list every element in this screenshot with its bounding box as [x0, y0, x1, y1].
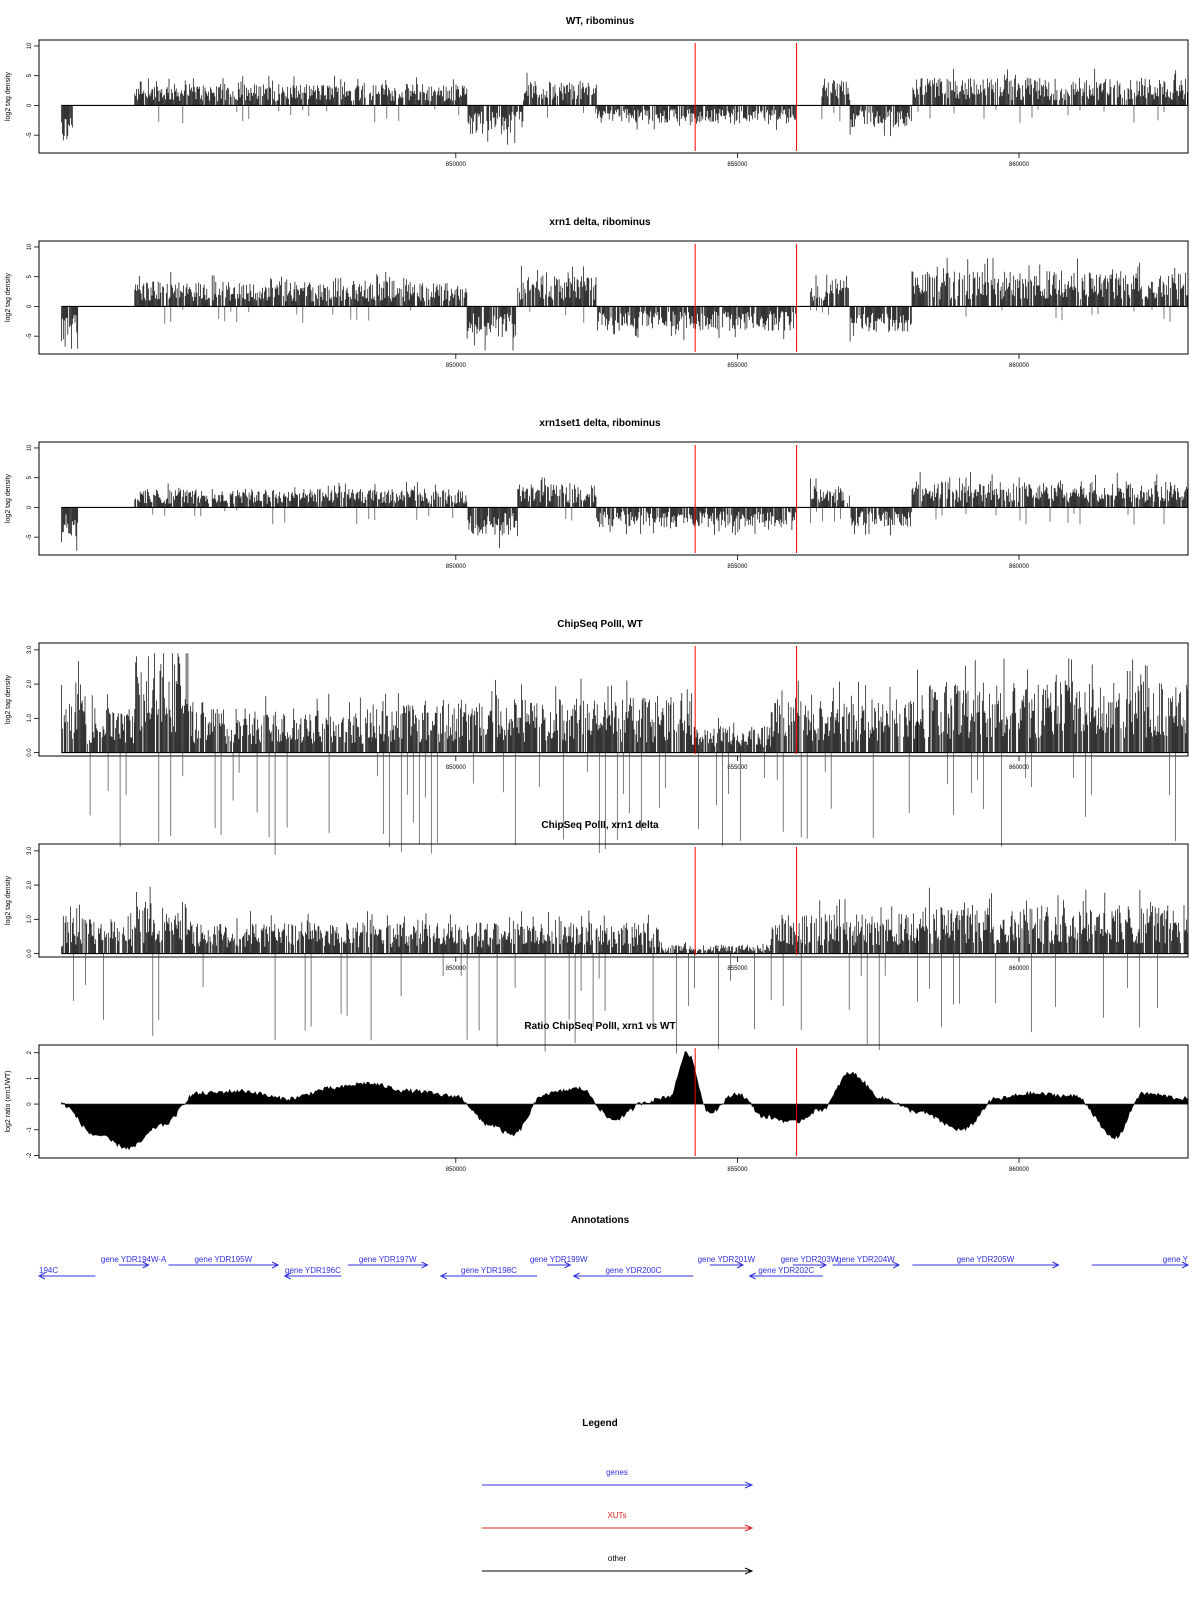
gene-feature — [348, 1255, 428, 1268]
track-panel-2 — [5, 217, 1188, 369]
gene-label: gene YDR194W-A — [100, 1255, 167, 1264]
y-tick-label: 0.0 — [27, 748, 33, 757]
legend-item — [482, 1468, 752, 1488]
gene-feature — [574, 1266, 694, 1279]
track-panel-3 — [5, 418, 1188, 570]
y-axis-label: log2 tag density — [5, 272, 12, 323]
signal-bars — [62, 472, 1188, 551]
y-tick-label: -5 — [27, 534, 33, 540]
y-tick-label: -5 — [27, 333, 33, 339]
gene-feature — [750, 1266, 823, 1279]
gene-feature — [285, 1266, 341, 1279]
gene-feature — [912, 1255, 1058, 1268]
legend-label: genes — [606, 1468, 628, 1477]
opposite-strand-bars — [153, 507, 1164, 524]
gene-label: gene YDR198C — [461, 1266, 517, 1275]
y-tick-label: 3.0 — [27, 645, 33, 655]
y-axis-label: log2 tag density — [5, 473, 12, 524]
x-tick-label: 855000 — [727, 162, 748, 168]
panel-title: ChipSeq PolII, xrn1 delta — [541, 820, 659, 831]
gene-feature — [39, 1266, 95, 1279]
y-axis-label: log2 tag density — [5, 875, 12, 926]
signal-bars — [62, 653, 1188, 752]
legend — [482, 1418, 752, 1574]
x-tick-label: 860000 — [1009, 765, 1030, 771]
y-tick-label: -5 — [27, 132, 33, 138]
plot-frame — [39, 442, 1188, 555]
x-tick-label: 850000 — [445, 162, 466, 168]
signal-bars — [62, 69, 1188, 145]
x-tick-label: 855000 — [727, 1167, 748, 1173]
y-axis-label: log2 tag density — [5, 674, 12, 725]
y-tick-label: -1 — [27, 1127, 33, 1133]
gene-label: gene YDR200C — [605, 1266, 662, 1275]
y-tick-label: 2.0 — [27, 679, 33, 689]
x-tick-label: 860000 — [1009, 363, 1030, 369]
y-tick-label: 1 — [27, 1076, 33, 1081]
track-panel-1 — [5, 16, 1188, 168]
x-tick-label: 850000 — [445, 564, 466, 570]
x-tick-label: 855000 — [727, 363, 748, 369]
legend-label: XUTs — [607, 1511, 627, 1520]
y-tick-label: 10 — [27, 243, 33, 251]
gene-label: gene YDR203W — [780, 1255, 839, 1264]
y-tick-label: 0 — [27, 505, 33, 510]
gene-label: gene YDR201W — [697, 1255, 756, 1264]
y-axis-label: log2 ratio (xrn1/WT) — [5, 1070, 12, 1133]
panel-title: xrn1set1 delta, ribominus — [539, 418, 661, 429]
panel-title: ChipSeq PolII, WT — [557, 619, 643, 630]
x-tick-label: 850000 — [445, 966, 466, 972]
x-tick-label: 855000 — [727, 564, 748, 570]
legend-label: other — [607, 1554, 627, 1563]
gene-label: gene YDR202C — [758, 1266, 815, 1275]
panel-title: Ratio ChipSeq PolII, xrn1 vs WT — [524, 1021, 676, 1032]
y-axis-label: log2 tag density — [5, 71, 12, 122]
annotations-panel — [39, 1215, 1189, 1279]
y-tick-label: 0 — [27, 1102, 33, 1106]
y-tick-label: 0 — [27, 304, 33, 309]
gene-label: gene YDR204W — [837, 1255, 895, 1264]
track-panel-5 — [5, 820, 1188, 1054]
gene-label: gene YDR195W — [194, 1255, 253, 1264]
x-tick-label: 850000 — [445, 363, 466, 369]
y-tick-label: -2 — [27, 1152, 33, 1159]
y-tick-label: 10 — [27, 42, 33, 50]
data-marks — [62, 1051, 1189, 1149]
ratio-area — [62, 1051, 1189, 1149]
legend-item — [482, 1511, 752, 1531]
opposite-strand-bars — [74, 954, 1158, 1054]
track-panel-6 — [5, 1021, 1188, 1173]
signal-bars — [62, 887, 1188, 954]
y-tick-label: 2 — [27, 1051, 33, 1055]
legend-title: Legend — [582, 1418, 618, 1429]
x-tick-label: 850000 — [445, 765, 466, 771]
data-marks — [62, 69, 1189, 145]
x-tick-label: 850000 — [445, 1167, 466, 1173]
panel-title: xrn1 delta, ribominus — [549, 217, 651, 228]
panel-title: WT, ribominus — [565, 16, 635, 27]
gene-track — [39, 1255, 1189, 1279]
x-tick-label: 860000 — [1009, 966, 1030, 972]
x-tick-label: 860000 — [1009, 1167, 1030, 1173]
gene-label: gene YDR197W — [358, 1255, 417, 1264]
gene-feature — [101, 1255, 167, 1268]
gene-feature — [530, 1255, 588, 1268]
signal-bars — [62, 258, 1188, 350]
annotations-title: Annotations — [570, 1215, 630, 1226]
y-tick-label: 0 — [27, 103, 33, 108]
x-tick-label: 860000 — [1009, 564, 1030, 570]
track-panels — [5, 16, 1188, 1173]
y-tick-label: 5 — [27, 476, 33, 480]
opposite-strand-bars — [165, 306, 1170, 323]
x-tick-label: 855000 — [727, 966, 748, 972]
data-marks — [62, 258, 1189, 350]
x-tick-label: 860000 — [1009, 162, 1030, 168]
y-tick-label: 3.0 — [27, 846, 33, 856]
gene-label: gene YDR199W — [529, 1255, 588, 1264]
gene-feature — [1092, 1255, 1189, 1268]
x-tick-label: 855000 — [727, 765, 748, 771]
gene-feature — [441, 1266, 537, 1279]
y-tick-label: 1.0 — [27, 714, 33, 723]
gene-feature — [833, 1255, 899, 1268]
gene-label: gene Y — [1162, 1255, 1188, 1264]
y-tick-label: 1.0 — [27, 915, 33, 924]
y-tick-label: 5 — [27, 74, 33, 78]
gene-label: gene YDR196C — [285, 1266, 341, 1275]
y-tick-label: 10 — [27, 444, 33, 452]
legend-item — [482, 1554, 752, 1574]
gene-feature — [169, 1255, 279, 1268]
y-tick-label: 0.0 — [27, 949, 33, 958]
data-marks — [62, 472, 1189, 551]
gene-label: 194C — [39, 1266, 59, 1275]
y-tick-label: 5 — [27, 275, 33, 279]
legend-items — [482, 1468, 752, 1574]
gene-label: gene YDR205W — [956, 1255, 1015, 1264]
y-tick-label: 2.0 — [27, 880, 33, 890]
gene-feature — [698, 1255, 756, 1268]
